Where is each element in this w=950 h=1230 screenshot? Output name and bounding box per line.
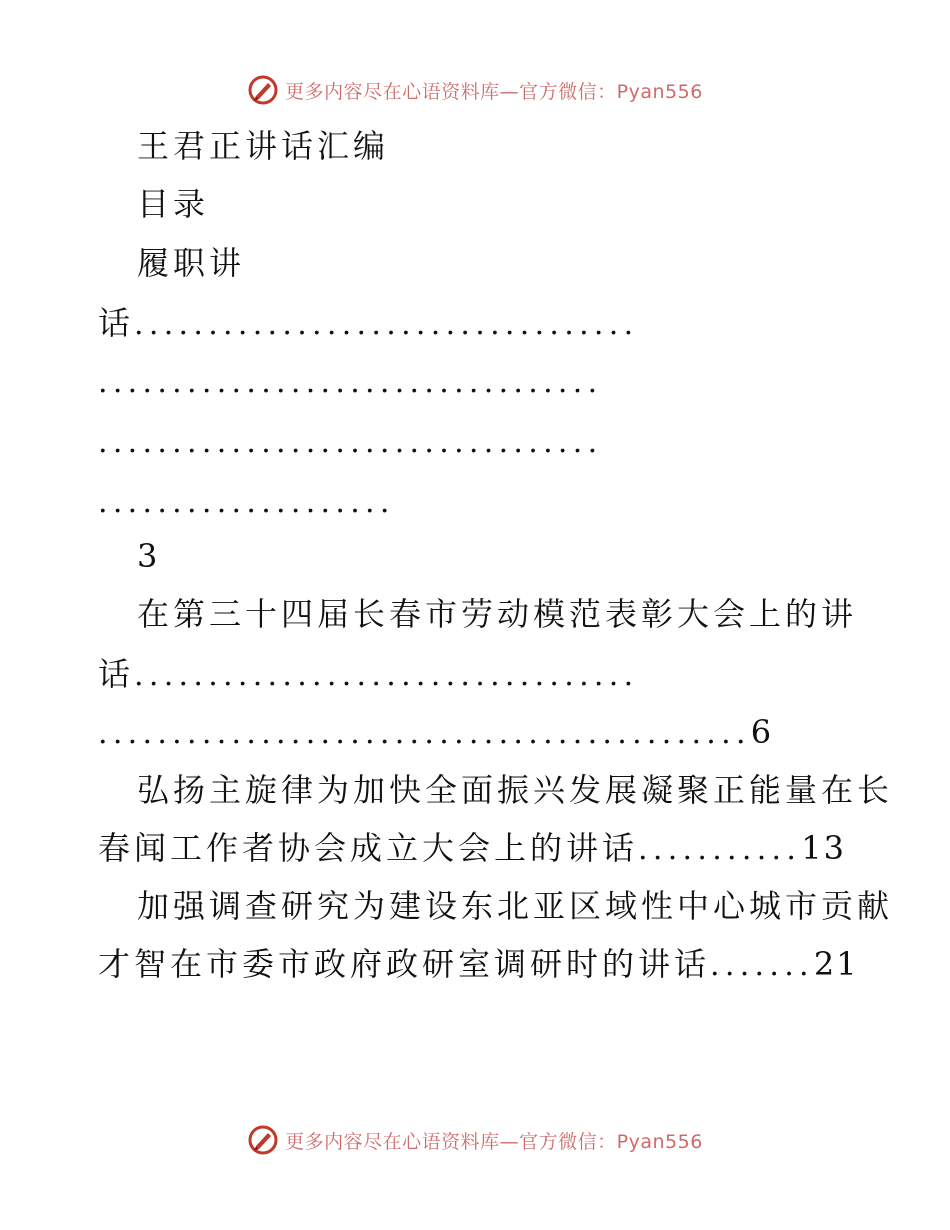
toc-entry-2-text: 话	[98, 655, 135, 693]
toc-entry-1-line-2	[98, 303, 638, 345]
pen-circle-logo-icon	[247, 1124, 279, 1156]
toc-entry-4-dots: .......	[710, 948, 814, 983]
toc-entry-3-line-2	[98, 828, 846, 870]
watermark-text: 更多内容尽在心语资料库—官方微信：Pyan556	[285, 80, 703, 103]
toc-entry-3-text: 春闻工作者协会成立大会上的讲话	[98, 829, 639, 867]
toc-entry-2-line-2	[98, 654, 638, 696]
watermark-banner-top	[0, 68, 950, 112]
toc-entry-1-line-1: 履职讲	[137, 244, 246, 282]
toc-entry-4-line-1: 加强调查研究为建设东北亚区域性中心城市贡献	[137, 887, 894, 925]
toc-entry-1-dots-3: ..................................	[98, 425, 603, 460]
toc-entry-2-page: 6	[750, 713, 774, 751]
toc-entry-1-text: 话	[98, 304, 135, 342]
toc-entry-2-line-1: 在第三十四届长春市劳动模范表彰大会上的讲	[137, 595, 858, 633]
toc-entry-1-dots-1: ..................................	[134, 307, 639, 342]
toc-entry-4-text: 才智在市委市政府政研室调研时的讲话	[98, 945, 711, 983]
toc-entry-2-dots-2: ............................................	[98, 716, 751, 751]
toc-entry-3-page: 13	[801, 829, 846, 867]
pen-circle-logo-icon	[247, 74, 279, 106]
toc-entry-4-page: 21	[813, 945, 859, 983]
document-title: 王君正讲话汇编	[137, 127, 390, 165]
toc-entry-2-line-3	[98, 712, 773, 754]
toc-entry-1-page: 3	[137, 537, 160, 575]
toc-entry-2-dots-1: ..................................	[134, 658, 639, 693]
toc-entry-3-line-1: 弘扬主旋律为加快全面振兴发展凝聚正能量在长	[137, 771, 894, 809]
toc-entry-1-dots-4: ....................	[98, 485, 395, 520]
toc-entry-4-line-2	[98, 944, 859, 986]
watermark-banner-bottom	[0, 1118, 950, 1162]
toc-entry-3-dots: ...........	[638, 832, 802, 867]
toc-heading: 目录	[137, 185, 210, 223]
toc-entry-1-dots-2: ..................................	[98, 365, 603, 400]
watermark-text: 更多内容尽在心语资料库—官方微信：Pyan556	[285, 1130, 703, 1153]
